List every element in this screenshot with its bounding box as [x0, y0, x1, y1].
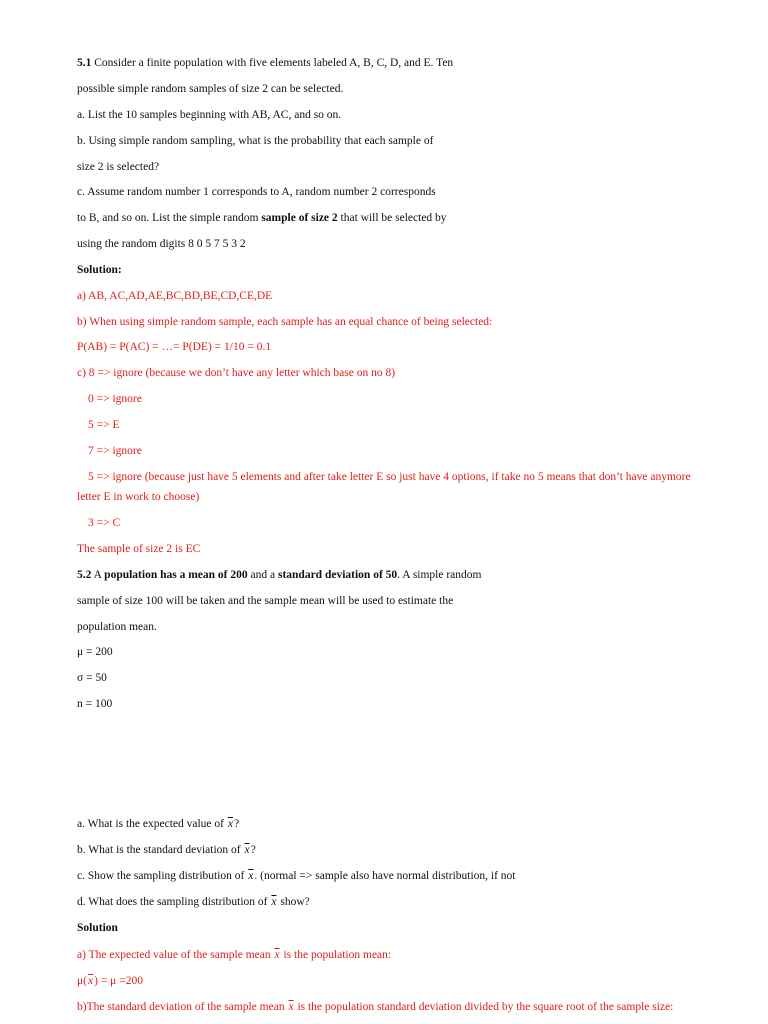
q51-line-2: possible simple random samples of size 2 can be selected. [77, 83, 344, 95]
q51-solution-b: b) When using simple random sample, each sample has an equal chance of being selected: [77, 316, 493, 328]
q52-qa-text: a. What is the expected value of [77, 818, 227, 830]
q51-part-b-line-2: size 2 is selected? [77, 161, 160, 173]
x-bar-symbol: $\overline{x}$ [88, 975, 94, 987]
q51-solution-label: Solution: [77, 264, 122, 276]
q52-l1-bold-mean: population has a mean of 200 [104, 569, 248, 581]
q51-solution-c-line-4: 7 => ignore [88, 445, 142, 457]
q51-c2-text: to B, and so on. List the simple random [77, 212, 262, 224]
x-bar-symbol: $\overline{x}$ [244, 844, 250, 856]
q51-part-c-line-1: c. Assume random number 1 corresponds to A, random number 2 corresponds [77, 186, 436, 198]
q52-part-a [77, 817, 239, 831]
q52-qc-text: c. Show the sampling distribution of [77, 870, 248, 882]
q52-solution-a [77, 948, 391, 962]
q51-part-a: a. List the 10 samples beginning with AB, AC, and so on. [77, 109, 342, 121]
q52-part-b [77, 843, 256, 857]
q51-part-c-line-3: using the random digits 8 0 5 7 5 3 2 [77, 238, 246, 250]
q52-qa-end: ? [233, 818, 240, 830]
q52-sa-eq-end: ) = μ =200 [94, 975, 143, 987]
q52-qd-end: show? [277, 896, 310, 908]
q52-sa-end: is the population mean: [280, 949, 392, 961]
q52-qd-text: d. What does the sampling distribution of [77, 896, 271, 908]
q51-line-1 [77, 56, 453, 70]
q52-sb-text: b)The standard deviation of the sample mean [77, 1001, 288, 1013]
q52-l1-bold-sd: standard deviation of 50 [277, 569, 398, 581]
q52-sa-text: a) The expected value of the sample mean [77, 949, 274, 961]
q51-part-b-line-1: b. Using simple random sampling, what is the probability that each sample of [77, 135, 434, 147]
q51-solution-final: The sample of size 2 is EC [77, 543, 201, 555]
q52-sigma: σ = 50 [77, 672, 107, 684]
q52-part-c [77, 869, 516, 883]
q52-number: 5.2 [77, 569, 92, 581]
q51-solution-a: a) AB, AC,AD,AE,BC,BD,BE,CD,CE,DE [77, 290, 273, 302]
q51-intro: Consider a finite population with five elements labeled A, B, C, D, and E. Ten [91, 57, 454, 69]
x-bar-symbol: $\overline{x}$ [248, 870, 254, 882]
q51-solution-c-line-3: 5 => E [88, 419, 120, 431]
q52-qb-end: ? [250, 844, 256, 856]
q51-c2-bold: sample of size 2 [261, 212, 338, 224]
q52-sb-end: is the population standard deviation divided by the square root of the sample size: [294, 1001, 674, 1013]
q52-n: n = 100 [77, 698, 113, 710]
x-bar-symbol: $\overline{x}$ [274, 949, 280, 961]
q51-solution-c-line-6: 3 => C [88, 517, 121, 529]
x-bar-symbol: $\overline{x}$ [271, 896, 277, 908]
q52-l1-text-2: and a [247, 569, 278, 581]
q52-solution-label: Solution [77, 922, 118, 934]
q51-c2-text-end: that will be selected by [337, 212, 447, 224]
q52-l1-text-3: . A simple random [397, 569, 482, 581]
q51-solution-c-line-1: c) 8 => ignore (because we don’t have any letter which base on no 8) [77, 367, 396, 379]
q52-qc-end: . (normal => sample also have normal distribution, if not [254, 870, 516, 882]
q52-mu: μ = 200 [77, 646, 113, 658]
q51-solution-c-line-5: 5 => ignore (because just have 5 elements and after take letter E so just have 4 options, if take no 5 means that don’t have anymore [88, 471, 691, 483]
q52-line-3: population mean. [77, 621, 157, 633]
q52-solution-b [77, 1000, 673, 1014]
q51-solution-c-line-5-cont: letter E in work to choose) [77, 491, 200, 503]
q51-part-c-line-2 [77, 211, 447, 225]
q52-line-1 [77, 568, 482, 582]
q51-number: 5.1 [77, 57, 92, 69]
q52-qb-text: b. What is the standard deviation of [77, 844, 244, 856]
q52-sa-eq-start: μ( [77, 975, 87, 987]
q52-solution-a-equation [77, 974, 143, 988]
x-bar-symbol: $\overline{x}$ [288, 1001, 294, 1013]
q52-l1-text: A [91, 569, 105, 581]
x-bar-symbol: $\overline{x}$ [227, 818, 233, 830]
q51-solution-c-line-2: 0 => ignore [88, 393, 142, 405]
q52-part-d [77, 895, 310, 909]
q52-line-2: sample of size 100 will be taken and the sample mean will be used to estimate the [77, 595, 454, 607]
q51-solution-b-equation: P(AB) = P(AC) = …= P(DE) = 1/10 = 0.1 [77, 341, 272, 353]
